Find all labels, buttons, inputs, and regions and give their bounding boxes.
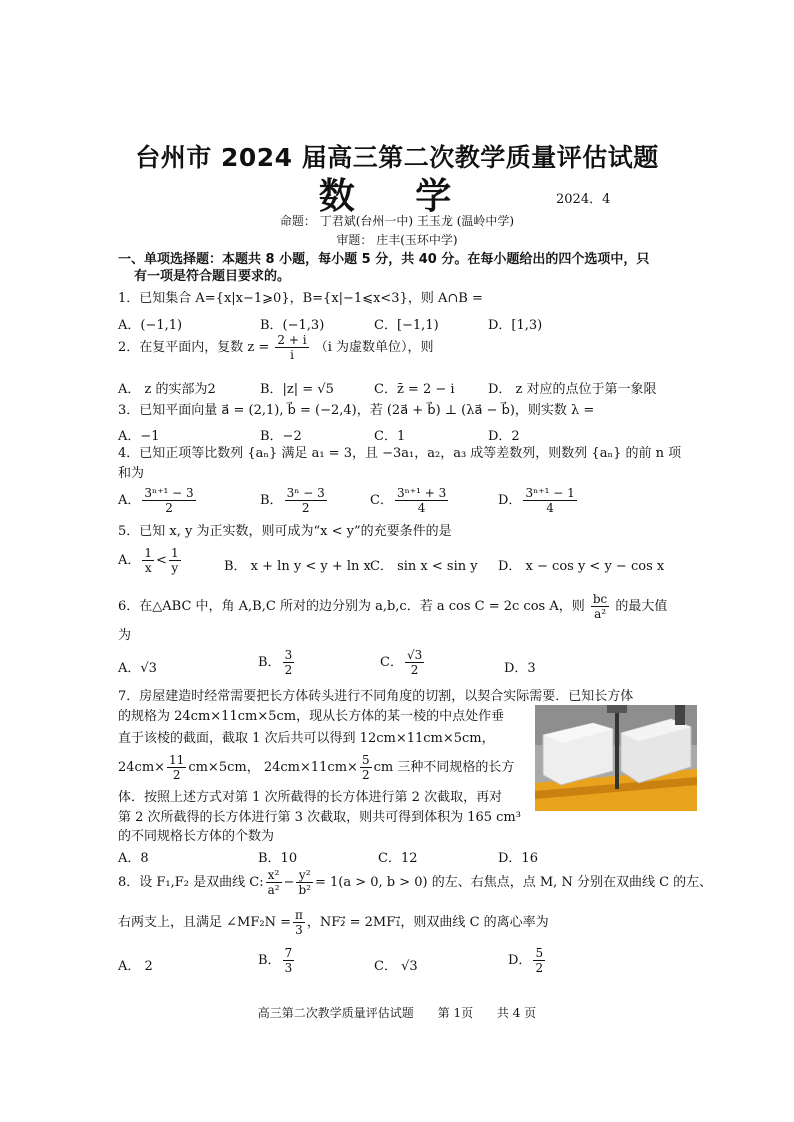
q4-a-num: 3ⁿ⁺¹ − 3 <box>144 486 194 500</box>
footer-title: 高三第二次教学质量评估试题 <box>257 1006 414 1020</box>
q2-fraction <box>275 333 308 362</box>
subject-heading: 数 学 <box>318 176 476 217</box>
q4-option-c <box>370 486 450 515</box>
q5-option-a <box>118 546 183 575</box>
q1-stem: 1．已知集合 A={x|x−1⩾0}，B={x|−1⩽x<3}，则 A∩B = <box>118 291 483 306</box>
q4-d-den: 4 <box>546 501 554 515</box>
q8-d-num: 5 <box>535 946 544 960</box>
q8-l1-n2: y² <box>296 868 313 883</box>
section-heading-cont: 有一项是符合题目要求的。 <box>134 269 291 284</box>
q7-line3: 直于该棱的截面，截取 1 次后共可以得到 12cm×11cm×5cm， <box>118 731 495 746</box>
q4-b-den: 2 <box>301 501 310 515</box>
q4-a-den: 2 <box>165 501 173 515</box>
q8-b-den: 3 <box>284 961 293 975</box>
q8-l2-post: ，NF₂⃗ = 2MF₁⃗，则双曲线 C 的离心率为 <box>306 915 549 930</box>
q4-d-label: D． <box>498 493 522 508</box>
q4-d-frac <box>523 486 576 515</box>
q8-option-b <box>258 946 296 975</box>
q8-l1-d1: a² <box>267 883 280 897</box>
q4-c-num: 3ⁿ⁺¹ + 3 <box>396 486 447 500</box>
q5-a-mid: < <box>156 553 167 568</box>
reviewer-line: 审题： 庄丰(玉环中学) <box>336 233 458 247</box>
q4-c-frac <box>395 486 448 515</box>
q3-option-d: D．2 <box>488 429 520 444</box>
q8-b-label: B． <box>258 953 281 968</box>
footer-page-number: 第 1页 <box>437 1006 474 1020</box>
q6-c-frac <box>405 648 424 677</box>
q5-option-d: D． x − cos y < y − cos x <box>498 559 665 574</box>
q2-option-d: D． z 对应的点位于第一象限 <box>488 382 657 397</box>
q4-d-num: 3ⁿ⁺¹ − 1 <box>525 486 575 500</box>
q4-option-a <box>118 486 198 515</box>
q4-b-frac <box>285 486 327 515</box>
exam-date: 2024．4 <box>556 192 611 207</box>
q4-c-den: 4 <box>417 501 426 515</box>
q1-option-c: C．[−1,1) <box>374 318 439 333</box>
q4-c-label: C． <box>370 493 393 508</box>
q7-option-d: D．16 <box>498 851 538 866</box>
q8-l1-post: = 1(a > 0, b > 0) 的左、右焦点，点 M, N 分别在双曲线 C 的左、 <box>314 875 713 890</box>
q4-b-num: 3ⁿ − 3 <box>286 486 325 500</box>
q7-line6: 第 2 次所截得的长方体进行第 3 次截取，则共可得到体积为 165 cm³ <box>118 810 521 825</box>
exam-title: 台州市 2024 届高三第二次教学质量评估试题 <box>135 143 659 172</box>
q7-option-b: B．10 <box>258 851 298 866</box>
q3-option-b: B．−2 <box>260 429 302 444</box>
q2-stem-post: （i 为虚数单位），则 <box>314 340 434 355</box>
q5-a-d2: y <box>171 561 179 575</box>
q2-stem-pre: 2．在复平面内，复数 z = <box>118 340 270 355</box>
q8-l1-frac1 <box>266 868 282 897</box>
q8-d-den: 2 <box>535 961 544 975</box>
q7-option-a: A．8 <box>118 851 149 866</box>
q6-b-label: B． <box>258 655 281 670</box>
q8-option-a: A． 2 <box>118 959 153 974</box>
q5-a-frac2 <box>169 546 181 575</box>
q7-l4-a: 24cm× <box>118 760 166 775</box>
q4-stem-cont: 和为 <box>118 466 145 481</box>
q8-b-frac <box>283 946 295 975</box>
q6-b-frac <box>283 648 295 677</box>
q4-b-label: B． <box>260 493 283 508</box>
q7-l4-n1: 11 <box>169 753 185 767</box>
q6-fraction <box>591 592 609 621</box>
q4-option-b <box>260 486 329 515</box>
q8-l1-d2: b² <box>298 883 311 897</box>
q7-l4-n2: 5 <box>361 753 370 767</box>
q8-b-num: 7 <box>284 946 293 960</box>
q7-line4 <box>118 753 514 782</box>
q6-den: a² <box>594 607 607 621</box>
q5-a-n1: 1 <box>144 546 153 560</box>
q2-stem <box>118 333 434 362</box>
q6-option-c <box>380 648 426 677</box>
q1-option-d: D．[1,3) <box>488 318 543 333</box>
q5-stem: 5．已知 x, y 为正实数，则可成为“x < y”的充要条件的是 <box>118 524 452 539</box>
q6-option-d: D．3 <box>504 661 536 676</box>
q4-a-frac <box>142 486 195 515</box>
q7-l4-d1: 2 <box>172 768 181 782</box>
q8-l2-pre: 右两支上，且满足 ∠MF₂N = <box>118 915 291 930</box>
q6-b-den: 2 <box>284 663 293 677</box>
brick-cutting-illustration <box>535 705 697 811</box>
q6-stem-cont: 为 <box>118 628 132 643</box>
q5-option-c: C． sin x < sin y <box>370 559 478 574</box>
q4-options <box>118 486 678 522</box>
q1-option-a: A．(−1,1) <box>118 318 183 333</box>
q8-l2-num: π <box>294 908 303 922</box>
q2-num: 2 + i <box>277 333 307 347</box>
q5-a-frac1 <box>142 546 154 575</box>
q8-l1-frac2 <box>296 868 313 897</box>
q4-option-d <box>498 486 579 515</box>
q4-stem: 4．已知正项等比数列 {aₙ} 满足 a₁ = 3，且 −3a₁，a₂，a₃ 成等差数列，则数列 {aₙ} 的前 n 项 <box>118 446 682 461</box>
brick-cutting-photo <box>535 705 697 811</box>
q8-d-frac <box>533 946 545 975</box>
q7-line7: 的不同规格长方体的个数为 <box>118 829 275 844</box>
q7-l4-b: cm×5cm， 24cm×11cm× <box>188 760 358 775</box>
q6-option-a: A．√3 <box>118 661 157 676</box>
page-footer <box>0 1004 794 1021</box>
authors-line: 命题： 丁君斌(台州一中) 王玉龙 (温岭中学) <box>279 214 515 228</box>
q8-options <box>118 946 678 982</box>
q7-line5: 体．按照上述方式对第 1 次所截得的长方体进行第 2 次截取，再对 <box>118 790 503 805</box>
q6-stem-post: 的最大值 <box>615 599 668 614</box>
q3-option-a: A．−1 <box>118 429 160 444</box>
q6-options <box>118 648 678 684</box>
q3-stem: 3．已知平面向量 a⃗ = (2,1), b⃗ = (−2,4)，若 (2a⃗ + b⃗) ⊥ (λa⃗ − b⃗)，则实数 λ = <box>118 403 595 418</box>
q8-line1 <box>118 868 712 897</box>
q2-option-b: B．|z| = √5 <box>260 382 334 397</box>
q5-a-n2: 1 <box>170 546 179 560</box>
q8-l2-frac <box>293 908 305 937</box>
q6-stem-pre: 6．在△ABC 中，角 A,B,C 所对的边分别为 a,b,c．若 a cos C = 2c cos A，则 <box>118 599 585 614</box>
q8-l1-pre: 8．设 F₁,F₂ 是双曲线 C: <box>118 875 264 890</box>
q6-c-num: √3 <box>406 648 423 662</box>
q6-option-b <box>258 648 296 677</box>
q5-option-b: B． x + ln y < y + ln x <box>224 559 371 574</box>
q7-line2: 的规格为 24cm×11cm×5cm，现从长方体的某一棱的中点处作垂 <box>118 709 505 724</box>
q8-line2 <box>118 908 549 937</box>
q7-l4-c: cm 三种不同规格的长方 <box>373 760 515 775</box>
q7-option-c: C．12 <box>378 851 418 866</box>
section-heading: 一、单项选择题：本题共 8 小题，每小题 5 分，共 40 分。在每小题给出的四个选项中，只 <box>118 252 650 267</box>
q7-l4-frac1 <box>167 753 186 782</box>
q2-den: i <box>290 348 294 362</box>
q5-options <box>118 546 678 582</box>
q8-option-d <box>508 946 547 975</box>
q8-option-c: C． √3 <box>374 959 418 974</box>
q7-l4-frac2 <box>360 753 372 782</box>
q6-stem <box>118 592 667 621</box>
q2-option-a: A． z 的实部为2 <box>118 382 216 397</box>
q8-l1-n1: x² <box>266 868 282 883</box>
q8-l2-den: 3 <box>295 923 303 937</box>
q8-d-label: D． <box>508 953 532 968</box>
q6-c-den: 2 <box>410 663 419 677</box>
q6-num: bc <box>592 592 608 606</box>
q4-a-label: A． <box>118 493 141 508</box>
footer-page-total: 共 4 页 <box>496 1006 537 1020</box>
q2-option-c: C．z̄ = 2 − i <box>374 382 455 397</box>
q1-option-b: B．(−1,3) <box>260 318 325 333</box>
q6-b-num: 3 <box>284 648 293 662</box>
q7-line1: 7．房屋建造时经常需要把长方体砖头进行不同角度的切割，以契合实际需要．已知长方体 <box>118 689 634 704</box>
q5-a-d1: x <box>144 561 152 575</box>
q5-a-label: A． <box>118 553 141 568</box>
q7-l4-d2: 2 <box>361 768 370 782</box>
q6-c-label: C． <box>380 655 403 670</box>
q3-option-c: C．1 <box>374 429 406 444</box>
q8-l1-mid: − <box>283 875 295 890</box>
